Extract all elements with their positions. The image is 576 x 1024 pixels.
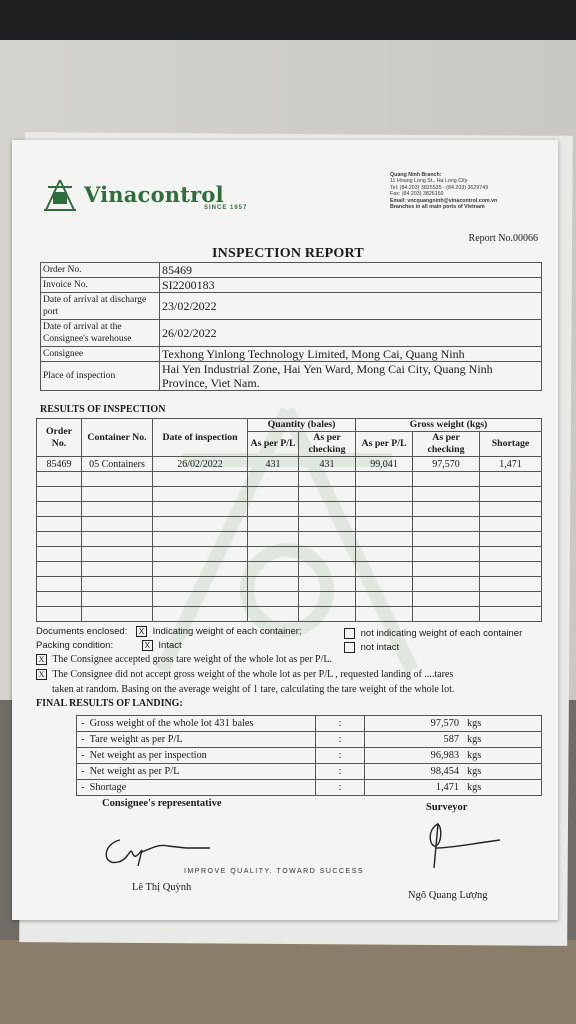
report-number: Report No.00066 <box>468 233 538 244</box>
not-indicating-checkbox[interactable] <box>344 628 355 639</box>
empty-row <box>37 472 542 487</box>
cell-container-no: 05 Containers <box>82 457 153 472</box>
place-label: Place of inspection <box>41 362 160 391</box>
landing-label-text: Net weight as per P/L <box>89 766 180 777</box>
place-value: Hai Yen Industrial Zone, Hai Yen Ward, Mong Cai City, Quang Ninh Province, Viet Nam. <box>160 362 542 391</box>
col-gross-checking: As per checking <box>413 432 480 457</box>
consignee-label: Consignee <box>41 347 160 362</box>
not-accepted-text-2: taken at random. Basing on the average weight of 1 tare, calculating the tare weight of the whole lot. <box>52 684 455 695</box>
indicating-weight-label: Indicating weight of each container; <box>152 626 302 638</box>
cell-gross-checking: 97,570 <box>413 457 480 472</box>
company-since: SINCE 1957 <box>204 205 248 211</box>
empty-row <box>37 487 542 502</box>
not-indicating-row <box>344 628 522 639</box>
landing-value: 1,471 <box>365 780 464 796</box>
landing-label: - Net weight as per inspection <box>77 748 316 764</box>
empty-row <box>37 502 542 517</box>
landing-label-text: Shortage <box>89 782 127 793</box>
table-row <box>41 263 542 278</box>
table-row <box>41 347 542 362</box>
results-section-title: RESULTS OF INSPECTION <box>40 404 166 415</box>
cell-date: 26/02/2022 <box>153 457 248 472</box>
branch-line: 11 Hoang Long St., Ha Long City <box>390 178 468 185</box>
indicating-weight-checkbox[interactable]: X <box>136 626 147 637</box>
packing-condition-row <box>36 640 182 651</box>
arrival-warehouse-label: Date of arrival at the Consignee's warehouse <box>41 320 160 347</box>
accepted-tare-checkbox[interactable]: X <box>36 654 47 665</box>
table-row <box>77 716 542 732</box>
landing-unit: kgs <box>463 780 542 796</box>
landing-unit: kgs <box>463 716 542 732</box>
not-intact-checkbox[interactable] <box>344 642 355 653</box>
not-intact-row <box>344 642 399 653</box>
landing-label-text: Net weight as per inspection <box>89 750 207 761</box>
table-row <box>77 780 542 796</box>
landing-unit: kgs <box>463 748 542 764</box>
landing-value: 98,454 <box>365 764 464 780</box>
landing-label: - Tare weight as per P/L <box>77 732 316 748</box>
documents-label: Documents enclosed: <box>36 626 128 638</box>
order-no-value: 85469 <box>160 263 542 278</box>
surveyor-label: Surveyor <box>426 802 468 813</box>
vinacontrol-logo-icon <box>42 178 78 212</box>
col-gross-weight: Gross weight (kgs) <box>356 419 542 432</box>
inspection-report-page <box>12 140 558 920</box>
empty-row <box>37 517 542 532</box>
landing-colon: : <box>316 732 365 748</box>
company-logo-text: Vinacontrol <box>84 182 224 207</box>
intact-checkbox[interactable]: X <box>142 640 153 651</box>
cell-qty-checking: 431 <box>299 457 356 472</box>
not-accepted-text: The Consignee did not accept gross weight of the whole lot as per P/L , requested landing of ....tares <box>52 669 454 680</box>
empty-row <box>37 607 542 622</box>
arrival-discharge-label: Date of arrival at discharge port <box>41 293 160 320</box>
branch-line: Branches in all main ports of Vietnam <box>390 204 485 211</box>
landing-colon: : <box>316 764 365 780</box>
invoice-no-label: Invoice No. <box>41 278 160 293</box>
accepted-tare-row <box>36 654 332 665</box>
cell-shortage: 1,471 <box>480 457 542 472</box>
table-row <box>41 278 542 293</box>
background-top <box>0 0 576 40</box>
col-date: Date of inspection <box>153 419 248 457</box>
cell-gross-pl: 99,041 <box>356 457 413 472</box>
landing-value: 587 <box>365 732 464 748</box>
col-qty-checking: As per checking <box>299 432 356 457</box>
documents-enclosed-row <box>36 626 302 637</box>
landing-colon: : <box>316 748 365 764</box>
col-order-no: Order No. <box>37 419 82 457</box>
landing-label: - Gross weight of the whole lot 431 bales <box>77 716 316 732</box>
consignee-rep-label: Consignee's representative <box>102 798 222 809</box>
empty-row <box>37 547 542 562</box>
consignee-value: Texhong Yinlong Technology Limited, Mong Cai, Quang Ninh <box>160 347 542 362</box>
branch-line: Quang Ninh Branch: <box>390 172 442 178</box>
intact-label: Intact <box>158 640 182 652</box>
table-row <box>37 457 542 472</box>
arrival-discharge-value: 23/02/2022 <box>160 293 542 320</box>
order-no-label: Order No. <box>41 263 160 278</box>
table-row <box>41 362 542 391</box>
invoice-no-value: SI2200183 <box>160 278 542 293</box>
surveyor-signature <box>420 818 510 878</box>
accepted-tare-text: The Consignee accepted gross tare weight of the whole lot as per P/L. <box>52 654 332 665</box>
branch-line: Fax: (84.203) 3826169 <box>390 191 444 198</box>
not-intact-label: not intact <box>360 642 400 654</box>
table-row <box>77 764 542 780</box>
page-title: INSPECTION REPORT <box>212 246 364 261</box>
empty-row <box>37 577 542 592</box>
not-indicating-label: not indicating weight of each container <box>360 628 523 640</box>
branch-address <box>390 172 497 210</box>
not-accepted-checkbox[interactable]: X <box>36 669 47 680</box>
branch-line: Tel: (84.203) 3825535 - (84.203) 3629749 <box>390 184 489 191</box>
consignee-name: Lê Thị Quỳnh <box>132 882 192 893</box>
arrival-warehouse-value: 26/02/2022 <box>160 320 542 347</box>
landing-colon: : <box>316 780 365 796</box>
surveyor-name: Ngô Quang Lượng <box>408 890 488 901</box>
col-container-no: Container No. <box>82 419 153 457</box>
landing-section-title: FINAL RESULTS OF LANDING: <box>36 698 183 709</box>
company-slogan: IMPROVE QUALITY. TOWARD SUCCESS <box>184 868 365 875</box>
branch-line: Email: vncquangninh@vinacontrol.com.vn <box>390 197 498 204</box>
landing-label: - Net weight as per P/L <box>77 764 316 780</box>
empty-row <box>37 532 542 547</box>
landing-label: - Shortage <box>77 780 316 796</box>
landing-colon: : <box>316 716 365 732</box>
landing-value: 97,570 <box>365 716 464 732</box>
results-table <box>36 418 542 622</box>
empty-row <box>37 592 542 607</box>
table-header-row <box>37 419 542 432</box>
landing-value: 96,983 <box>365 748 464 764</box>
empty-row <box>37 562 542 577</box>
landing-label-text: Tare weight as per P/L <box>89 734 183 745</box>
not-accepted-row <box>36 669 453 680</box>
table-row <box>77 748 542 764</box>
table-row <box>41 320 542 347</box>
col-shortage: Shortage <box>480 432 542 457</box>
landing-label-text: Gross weight of the whole lot 431 bales <box>89 718 254 729</box>
cell-order-no: 85469 <box>37 457 82 472</box>
packing-label: Packing condition: <box>36 640 114 652</box>
table-row <box>77 732 542 748</box>
shipment-info-table <box>40 262 542 391</box>
landing-unit: kgs <box>463 764 542 780</box>
col-gross-pl: As per P/L <box>356 432 413 457</box>
col-quantity: Quantity (bales) <box>248 419 356 432</box>
cell-qty-pl: 431 <box>248 457 299 472</box>
landing-unit: kgs <box>463 732 542 748</box>
table-row <box>41 293 542 320</box>
background-floor <box>0 940 576 1024</box>
landing-results-table <box>76 715 542 796</box>
col-qty-pl: As per P/L <box>248 432 299 457</box>
